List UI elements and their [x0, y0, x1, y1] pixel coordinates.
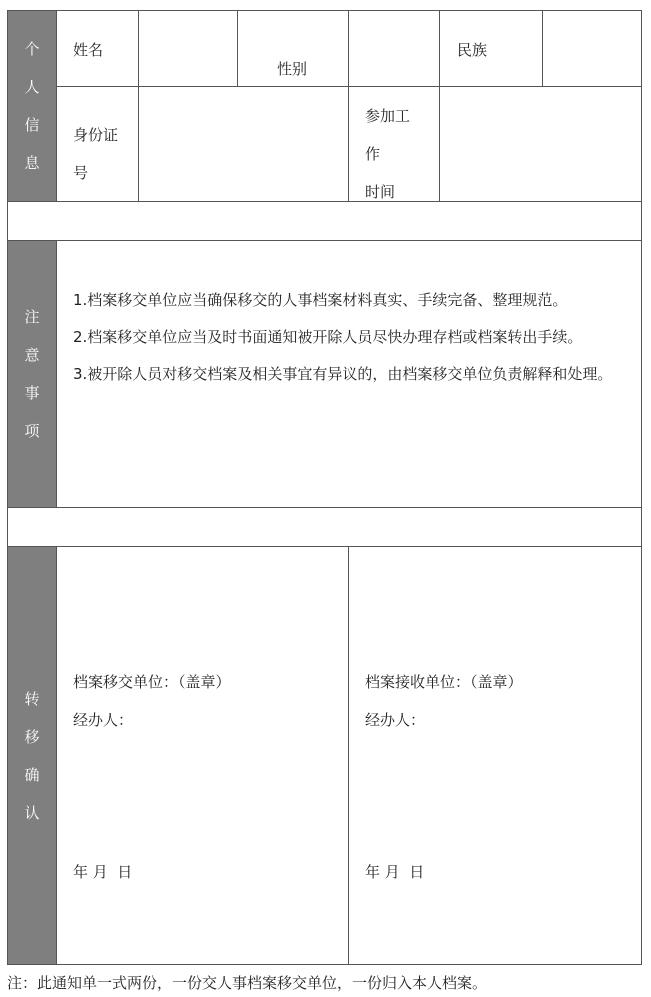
row-divider: [7, 546, 642, 547]
sender-handler-label: 经办人：: [73, 711, 134, 729]
sender-unit-label: 档案移交单位：（盖章）: [73, 673, 231, 691]
note-item: 1.档案移交单位应当确保移交的人事档案材料真实、手续完备、整理规范。: [73, 291, 568, 309]
receiver-unit-label: 档案接收单位：（盖章）: [365, 673, 523, 691]
section-label-personal-info: 个人信息: [8, 11, 56, 201]
row-divider: [7, 240, 642, 241]
row-divider: [7, 507, 642, 508]
field-label-gender: 性别: [277, 60, 308, 78]
field-label-ethnicity: 民族: [457, 41, 488, 59]
row-divider: [56, 86, 642, 87]
notes-list: [73, 282, 621, 393]
column-divider: [56, 240, 57, 508]
row-divider: [7, 201, 642, 202]
field-label-id-number: 身份证 号: [73, 126, 119, 182]
section-label-notes: 注意事项: [8, 241, 56, 507]
sender-date-label: 年 月 日: [73, 863, 133, 881]
receiver-handler-label: 经办人：: [365, 711, 426, 729]
note-item: 2.档案移交单位应当及时书面通知被开除人员尽快办理存档或档案转出手续。: [73, 328, 583, 346]
column-divider: [348, 546, 349, 965]
column-divider: [138, 10, 139, 202]
footnote: 注：此通知单一式两份，一份交人事档案移交单位，一份归入本人档案。: [7, 974, 488, 992]
column-divider: [56, 10, 57, 202]
receiver-date-label: 年 月 日: [365, 863, 425, 881]
note-item: 3.被开除人员对移交档案及相关事宜有异议的，由档案移交单位负责解释和处理。: [73, 365, 613, 383]
field-label-work-start-time: 参加工 作 时间: [365, 107, 411, 201]
column-divider: [348, 10, 349, 202]
column-divider: [439, 10, 440, 202]
section-label-transfer: 转移确认: [8, 547, 56, 964]
column-divider: [237, 10, 238, 87]
field-label-name: 姓名: [73, 41, 104, 59]
column-divider: [56, 546, 57, 965]
column-divider: [542, 10, 543, 87]
